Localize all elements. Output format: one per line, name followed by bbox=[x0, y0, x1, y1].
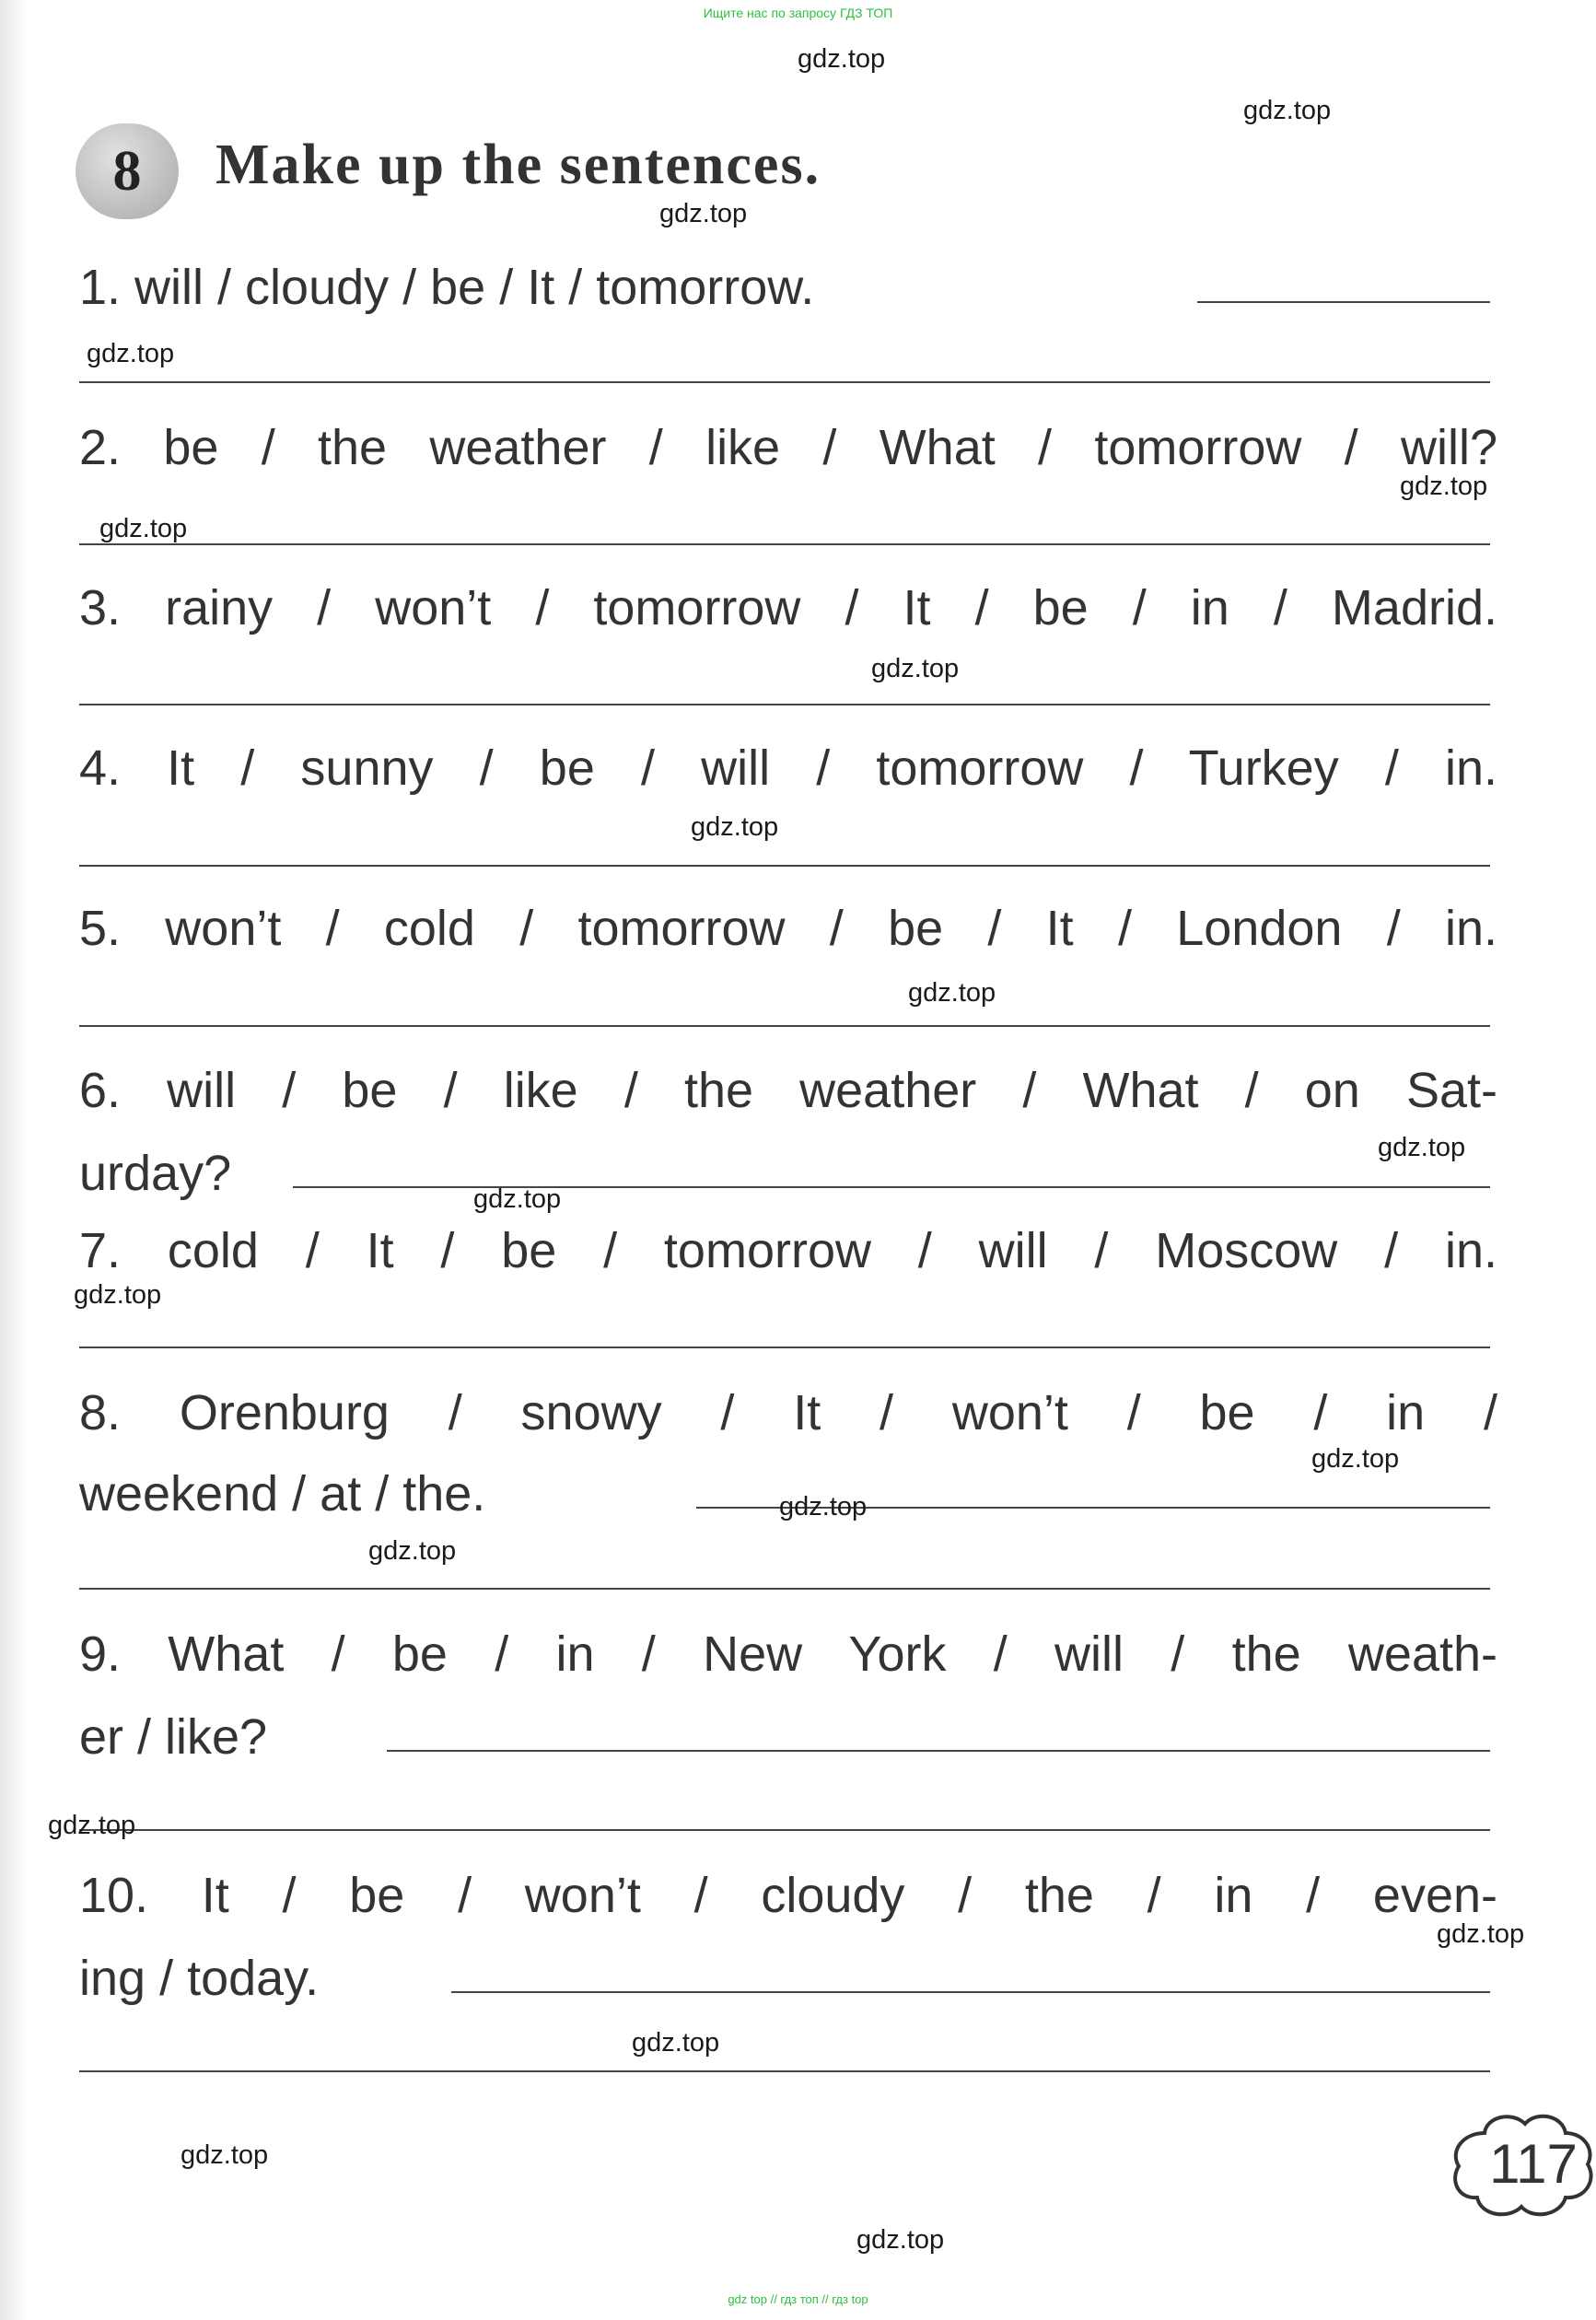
watermark: gdz.top bbox=[473, 1184, 562, 1214]
watermark: gdz.top bbox=[798, 44, 886, 74]
watermark: gdz.top bbox=[856, 2225, 945, 2255]
watermark: gdz.top bbox=[632, 2028, 720, 2058]
task-7: 7. cold / It / be / tomorrow / will / Moscow / in. bbox=[79, 1223, 1497, 1278]
watermark: gdz.top bbox=[87, 339, 175, 368]
task-3: 3. rainy / won’t / tomorrow / It / be / in / Madrid. bbox=[79, 580, 1497, 635]
task-4: 4. It / sunny / be / will / tomorrow / Turkey / in. bbox=[79, 740, 1497, 796]
task-1: 1. will / cloudy / be / It / tomorrow. bbox=[79, 260, 815, 315]
watermark: gdz.top bbox=[659, 199, 748, 228]
task-6-line-2: urday? bbox=[79, 1146, 232, 1201]
answer-line[interactable] bbox=[79, 865, 1490, 867]
task-8-line-1: 8. Orenburg / snowy / It / won’t / be / in / bbox=[79, 1385, 1497, 1440]
answer-line[interactable] bbox=[79, 704, 1490, 705]
watermark: gdz.top bbox=[74, 1280, 162, 1310]
watermark: gdz.top bbox=[368, 1536, 457, 1566]
task-10-line-1: 10. It / be / won’t / cloudy / the / in / even- bbox=[79, 1868, 1497, 1923]
exercise-number-badge: 8 bbox=[76, 123, 179, 219]
watermark: gdz.top bbox=[181, 2140, 269, 2170]
task-10-line-2: ing / today. bbox=[79, 1951, 320, 2006]
watermark: gdz.top bbox=[691, 812, 779, 842]
watermark: gdz.top bbox=[908, 978, 996, 1008]
task-9-line-1: 9. What / be / in / New York / will / the weath- bbox=[79, 1626, 1497, 1682]
watermark: gdz.top bbox=[1400, 472, 1488, 501]
answer-line[interactable] bbox=[79, 543, 1490, 545]
task-5: 5. won’t / cold / tomorrow / be / It / London / in. bbox=[79, 901, 1497, 956]
page-shadow bbox=[0, 0, 26, 2320]
watermark: gdz.top bbox=[48, 1811, 136, 1840]
answer-line[interactable] bbox=[79, 2070, 1490, 2072]
watermark: gdz.top bbox=[779, 1492, 868, 1521]
top-banner[interactable]: Ищите нас по запросу ГДЗ ТОП bbox=[703, 6, 893, 20]
answer-line[interactable] bbox=[79, 1025, 1490, 1027]
answer-line[interactable] bbox=[79, 1829, 1490, 1831]
answer-line[interactable] bbox=[79, 1347, 1490, 1348]
answer-line[interactable] bbox=[79, 381, 1490, 383]
exercise-title: Make up the sentences. bbox=[216, 134, 821, 196]
watermark: gdz.top bbox=[1437, 1919, 1525, 1949]
watermark: gdz.top bbox=[1243, 96, 1332, 125]
task-2: 2. be / the weather / like / What / tomorrow / will? bbox=[79, 420, 1497, 475]
answer-line[interactable] bbox=[79, 1588, 1490, 1590]
answer-line[interactable] bbox=[451, 1991, 1490, 1993]
answer-line[interactable] bbox=[1197, 301, 1490, 303]
task-8-line-2: weekend / at / the. bbox=[79, 1466, 486, 1521]
watermark: gdz.top bbox=[871, 654, 960, 683]
task-9-line-2: er / like? bbox=[79, 1709, 268, 1765]
answer-line[interactable] bbox=[293, 1186, 1490, 1188]
page-number: 117 bbox=[1489, 2133, 1578, 2195]
watermark: gdz.top bbox=[99, 514, 188, 543]
answer-line[interactable] bbox=[387, 1750, 1490, 1752]
bottom-banner[interactable]: gdz top // гдз топ // гдз top bbox=[728, 2292, 868, 2306]
watermark: gdz.top bbox=[1378, 1133, 1466, 1162]
task-6-line-1: 6. will / be / like / the weather / What / on Sat- bbox=[79, 1063, 1497, 1118]
watermark: gdz.top bbox=[1311, 1444, 1400, 1474]
